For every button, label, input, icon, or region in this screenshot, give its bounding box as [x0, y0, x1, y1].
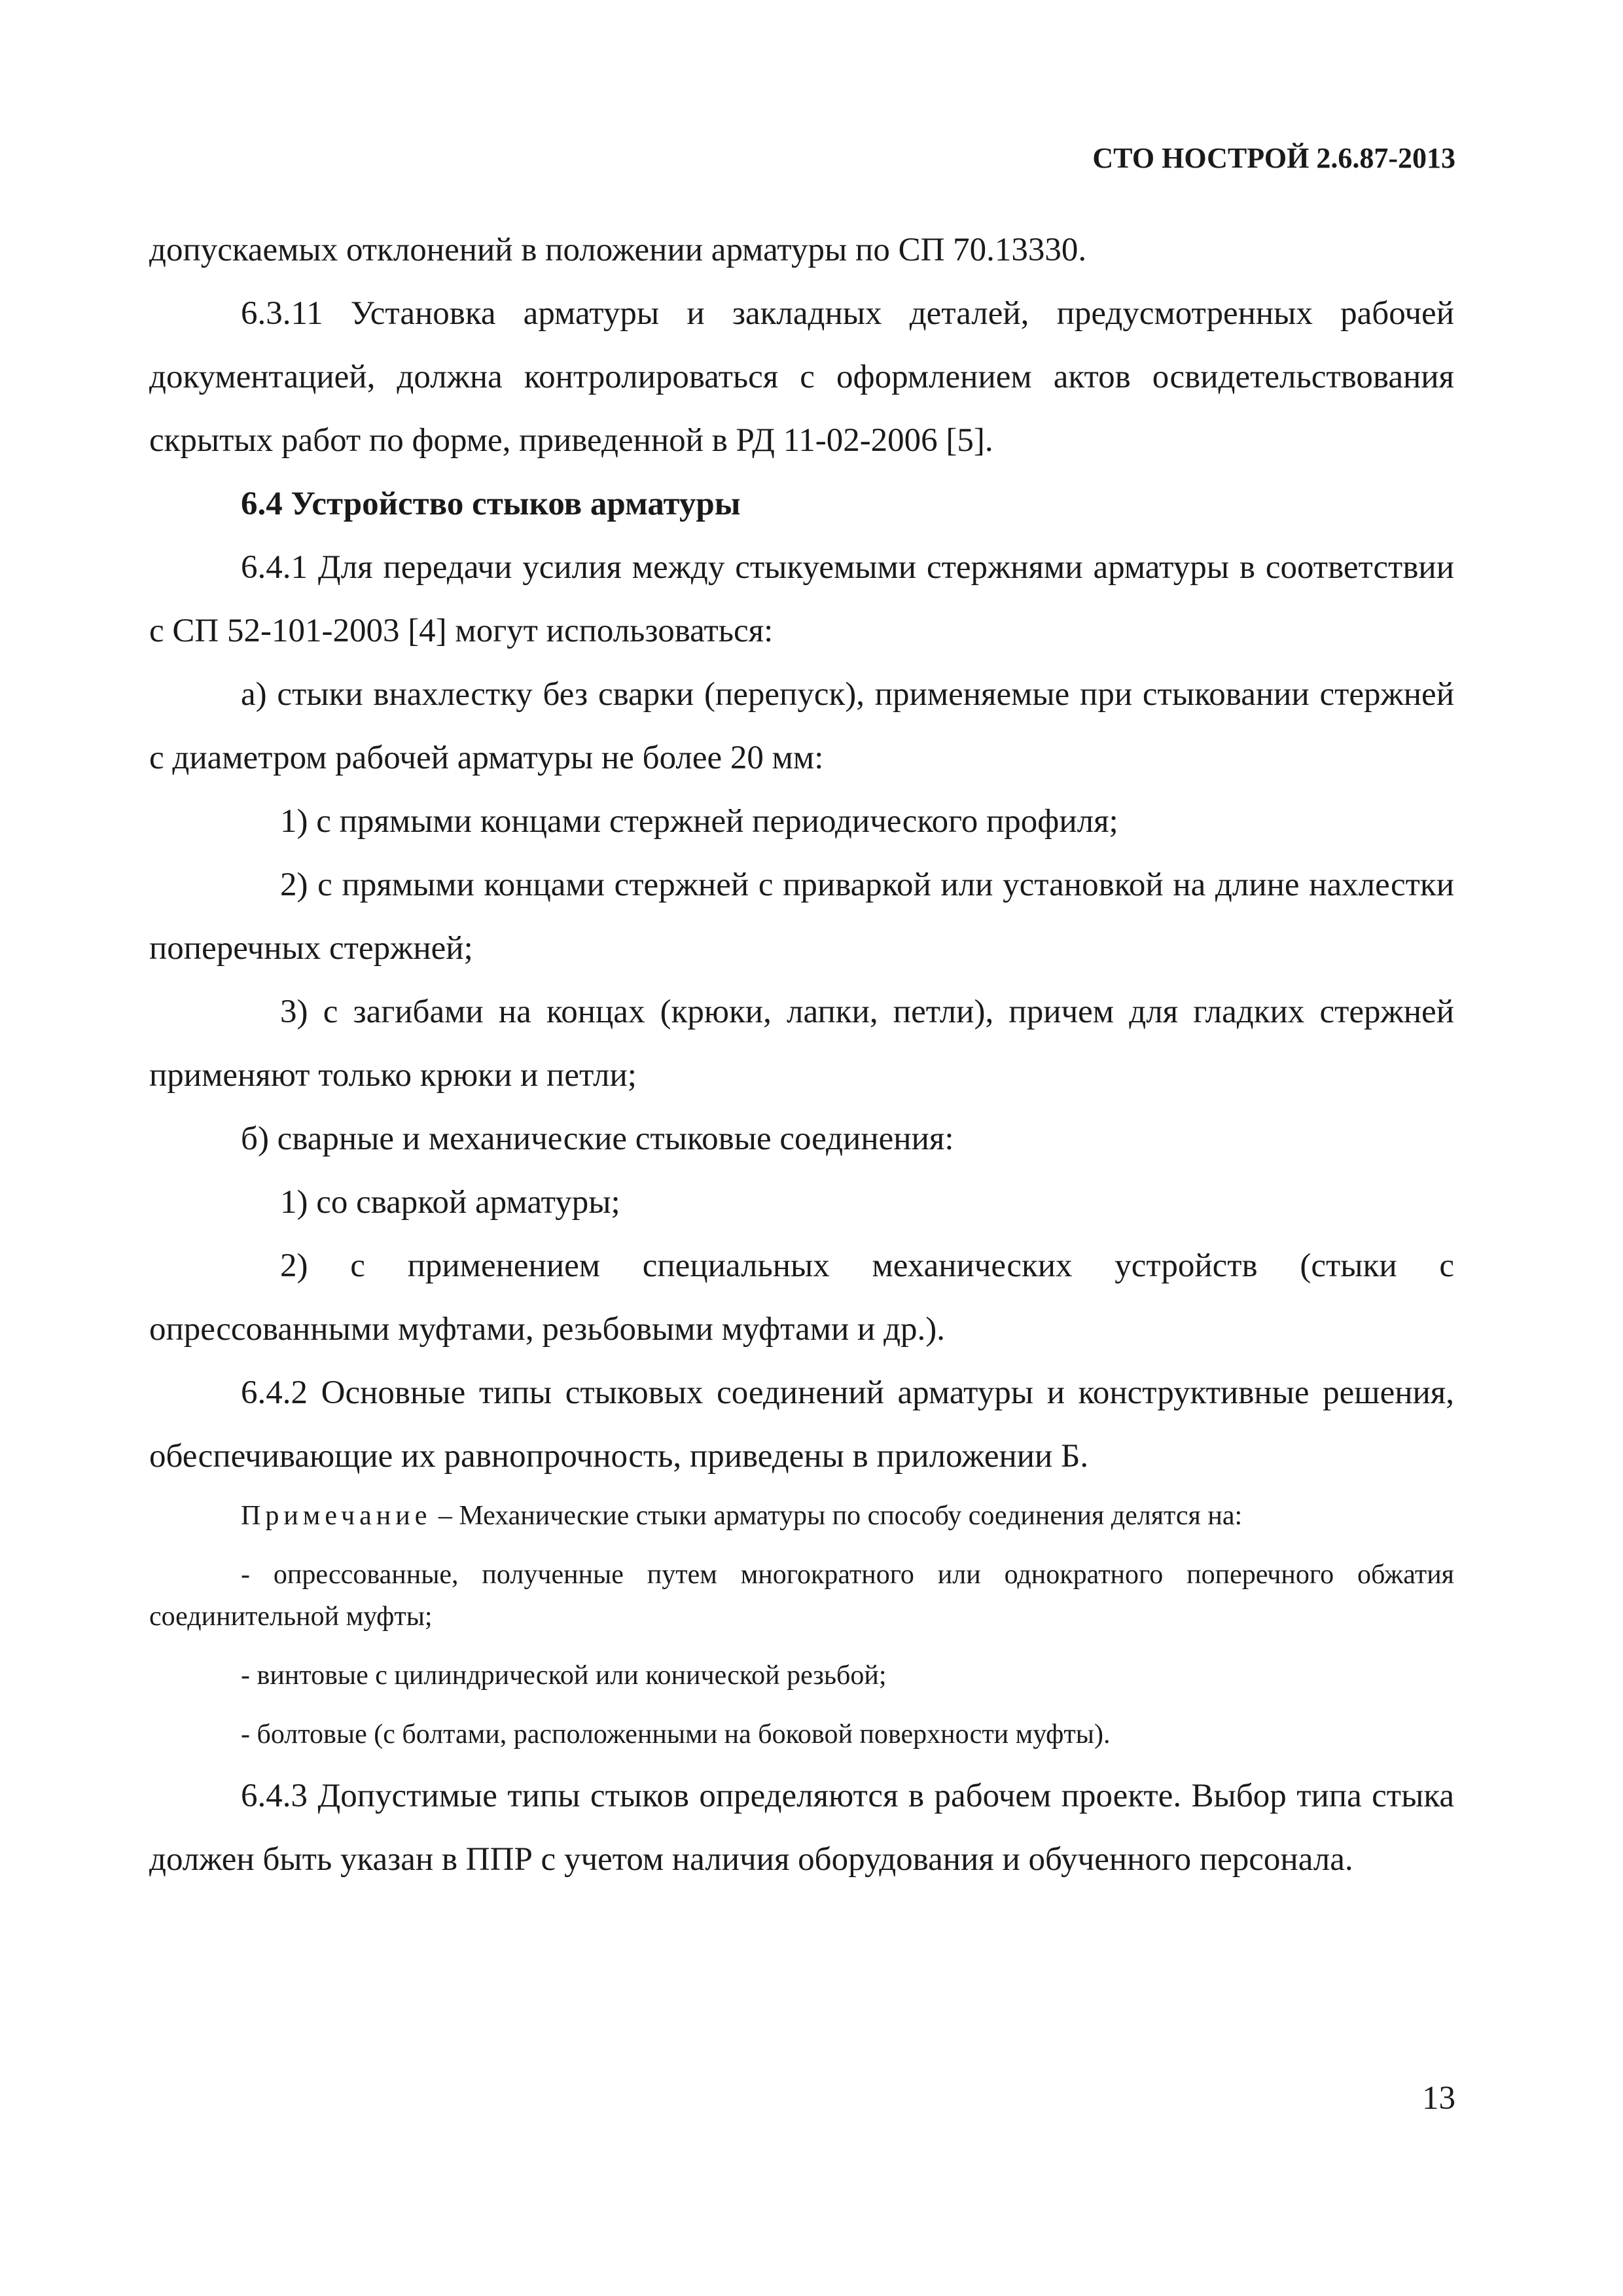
document-body: [149, 219, 1454, 1892]
list-item-a-2: 2) с прямыми концами стержней с приваркой или установкой на длине нахлестки поперечных стержней;: [149, 867, 1454, 967]
section-heading-6-4: 6.4 Устройство стыков арматуры: [241, 486, 741, 522]
note-label: Примечание: [241, 1501, 432, 1531]
list-item-b-2: 2) с применением специальных механических устройств (стыки с опрессованными муфтами, резьбовыми муфтами и др.).: [149, 1247, 1454, 1348]
paragraph-continuation: допускаемых отклонений в положении арматуры по СП 70.13330.: [149, 232, 1087, 268]
note-item-threaded: - винтовые с цилиндрической или конической резьбой;: [241, 1660, 887, 1691]
list-item-a: а) стыки внахлестку без сварки (перепуск), применяемые при стыковании стержней с диаметром рабочей арматуры не более 20 мм:: [149, 676, 1454, 776]
list-item-a-3: 3) с загибами на концах (крюки, лапки, петли), причем для гладких стержней применяют только крюки и петли;: [149, 994, 1454, 1094]
note-text: – Механические стыки арматуры по способу соединения делятся на:: [431, 1501, 1243, 1531]
note-intro: [149, 1495, 1454, 1537]
list-item-b: б) сварные и механические стыковые соединения:: [241, 1121, 954, 1157]
note-item-bolted: - болтовые (с болтами, расположенными на боковой поверхности муфты).: [241, 1719, 1111, 1749]
note-block: [149, 1495, 1454, 1755]
paragraph-6-4-3: 6.4.3 Допустимые типы стыков определяются в рабочем проекте. Выбор типа стыка должен быть указан в ППР с учетом наличия оборудования и обученного персонала.: [149, 1778, 1454, 1878]
note-item-crimped: - опрессованные, полученные путем многократного или однократного поперечного обжатия соединительной муфты;: [149, 1560, 1454, 1632]
page-number: 13: [1422, 2080, 1455, 2117]
list-item-b-1: 1) со сваркой арматуры;: [280, 1184, 620, 1221]
paragraph-6-4-2: 6.4.2 Основные типы стыковых соединений арматуры и конструктивные решения, обеспечивающие их равнопрочность, приведены в приложении Б.: [149, 1374, 1454, 1475]
document-code-header: СТО НОСТРОЙ 2.6.87-2013: [1092, 142, 1455, 174]
paragraph-6-4-1: 6.4.1 Для передачи усилия между стыкуемыми стержнями арматуры в соответствии с СП 52-101-2003 [4] могут использоваться:: [149, 549, 1454, 649]
paragraph-6-3-11: 6.3.11 Установка арматуры и закладных деталей, предусмотренных рабочей документацией, должна контролироваться с оформлением актов освидетельствования скрытых работ по форме, приведенной в РД 11-02-2006 [5].: [149, 295, 1454, 459]
list-item-a-1: 1) с прямыми концами стержней периодического профиля;: [280, 803, 1118, 840]
